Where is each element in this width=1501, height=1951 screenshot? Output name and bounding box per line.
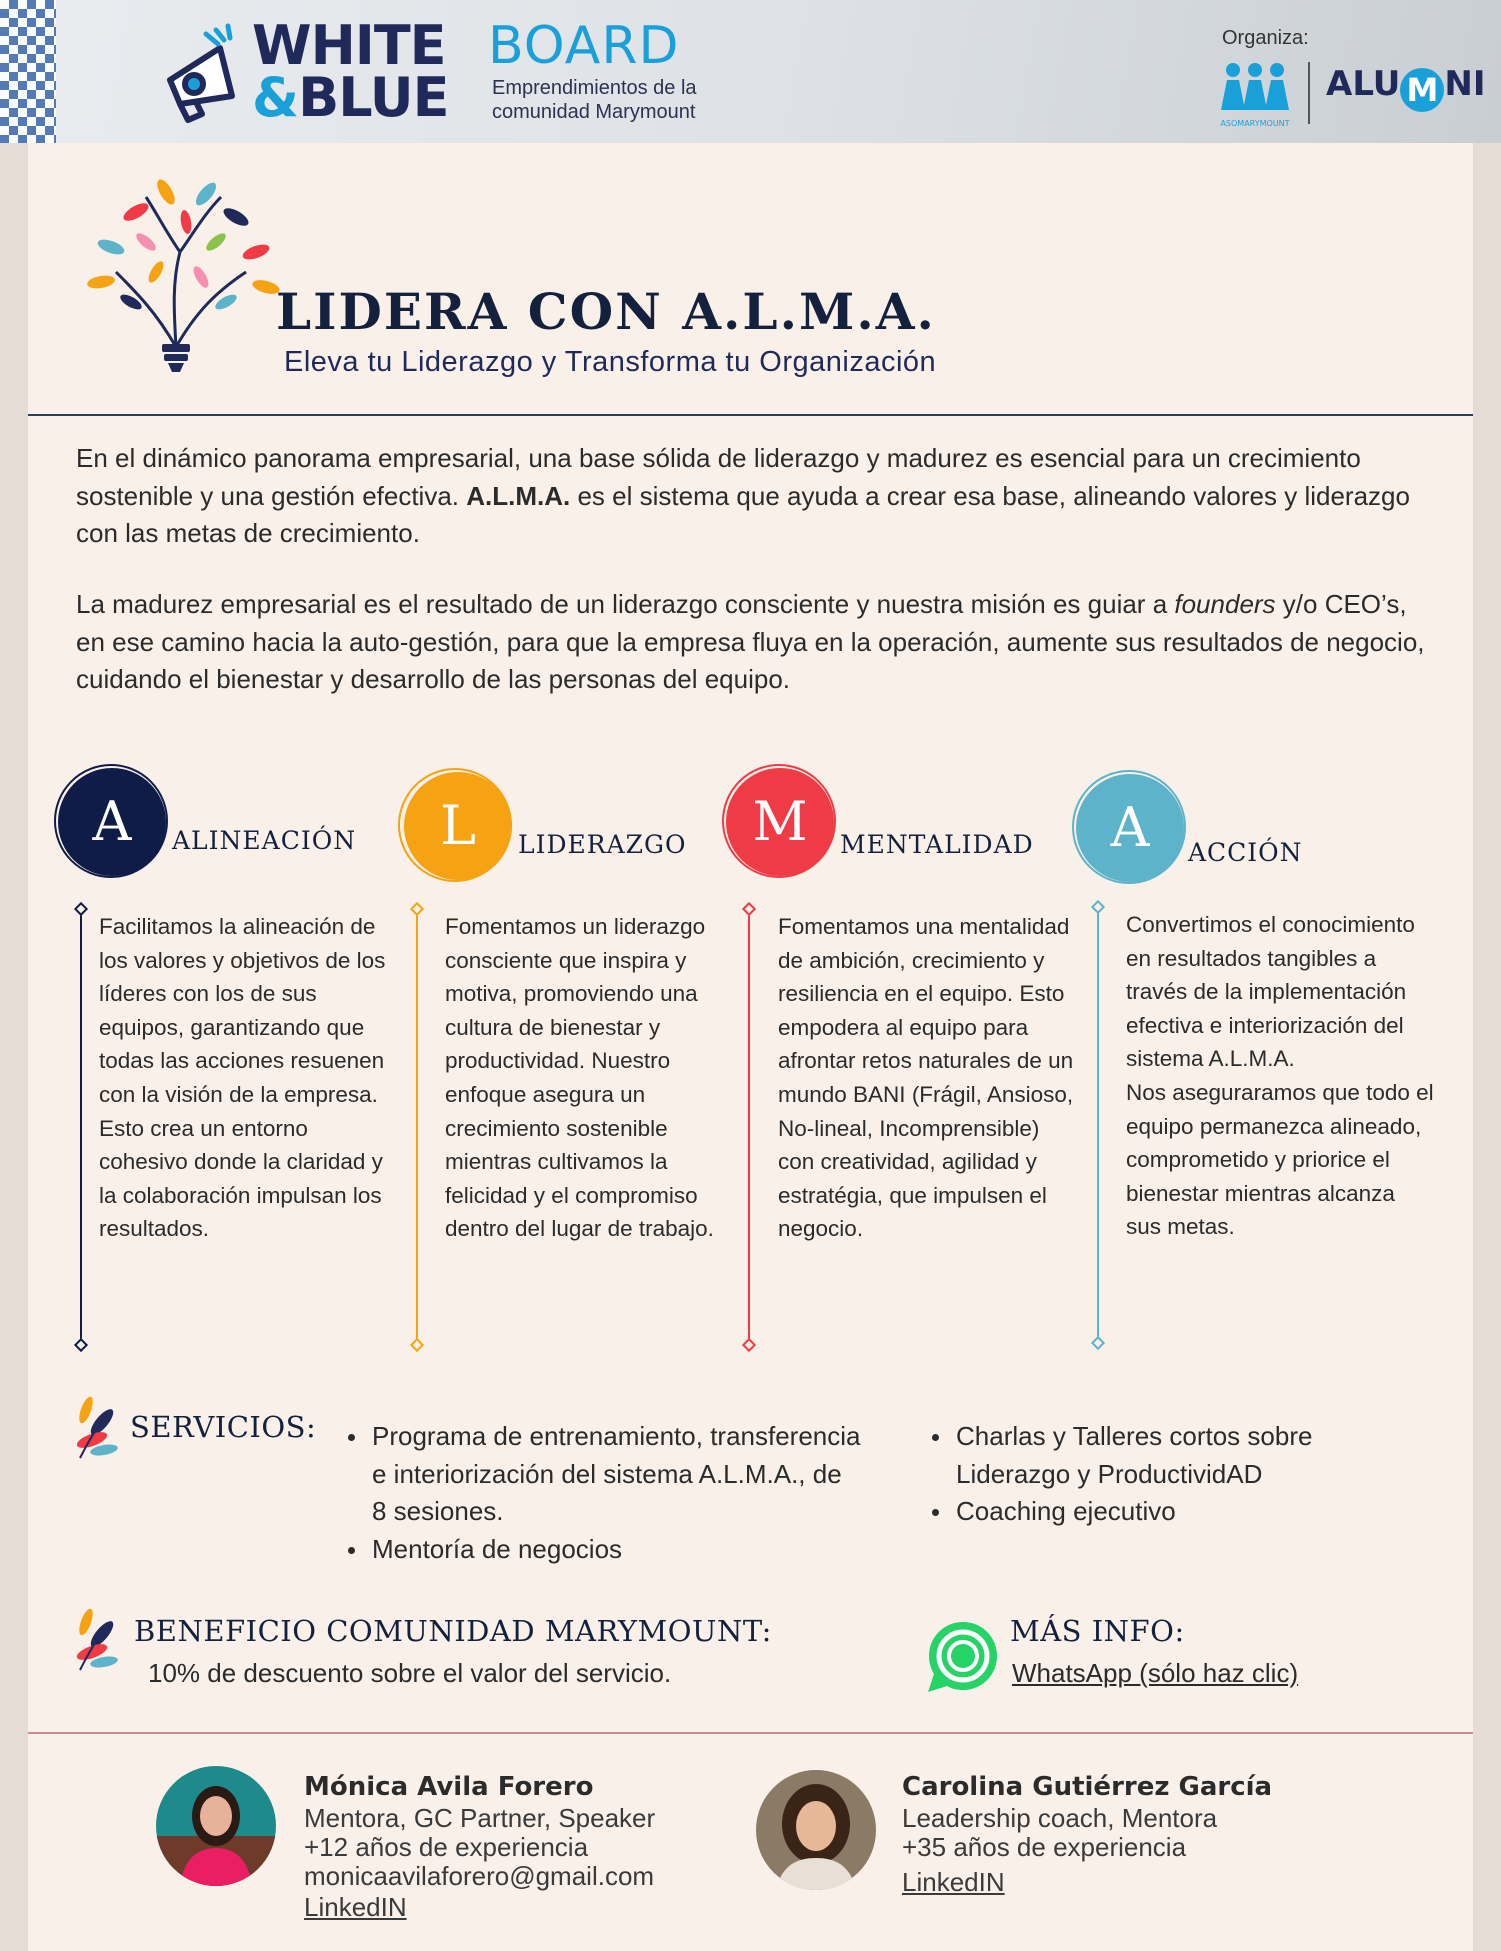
intro-p2-end: y/o CEO’s, en ese camino hacia la auto-gestión, para que la empresa fluya en la operación, aumente sus resultados de negocio, cuidando el bienestar y desarrollo de las personas del equipo. xyxy=(76,589,1425,694)
intro-paragraph-2 xyxy=(76,586,1436,699)
services-leaf-icon xyxy=(74,1392,126,1472)
whatsapp-icon[interactable] xyxy=(924,1618,1002,1696)
pillar-liderazgo-line xyxy=(416,908,418,1346)
megaphone-icon xyxy=(158,18,253,128)
brand-subtitle-line1: Emprendimientos de la xyxy=(492,77,697,99)
linkedin-link[interactable]: LinkedIN xyxy=(304,1892,407,1922)
checker-pattern xyxy=(0,0,56,143)
benefit-leaf-icon xyxy=(74,1604,126,1684)
pillar-alineacion-line xyxy=(80,908,82,1346)
brand-subtitle xyxy=(492,76,697,124)
linkedin-link[interactable]: LinkedIN xyxy=(902,1867,1005,1897)
avatar xyxy=(156,1766,276,1886)
page-subtitle: Eleva tu Liderazgo y Transforma tu Organización xyxy=(284,346,937,378)
list-item: Coaching ejecutivo xyxy=(926,1493,1426,1531)
pillar-accion-text: Convertimos el conocimiento en resultados tangibles a través de la implementación efectiva e interiorización del sistema A.L.M.A. Nos aseguraramos que todo el equipo permanezca alineado, comprometido y priorice el bienestar mientras alcanza sus metas. xyxy=(1126,912,1434,1240)
pillar-mentalidad-badge: M xyxy=(726,768,834,876)
person-name: Carolina Gutiérrez García xyxy=(902,1772,1273,1802)
header-banner xyxy=(0,0,1501,143)
person-name: Mónica Avila Forero xyxy=(304,1772,594,1802)
services-heading: SERVICIOS: xyxy=(130,1410,317,1444)
whatsapp-link[interactable]: WhatsApp (sólo haz clic) xyxy=(1012,1658,1299,1688)
avatar xyxy=(756,1770,876,1890)
brand-white-text: WHITE xyxy=(252,14,446,77)
benefit-heading: BENEFICIO COMUNIDAD MARYMOUNT: xyxy=(134,1614,772,1648)
page-title: LIDERA CON A.L.M.A. xyxy=(276,282,936,341)
tree-bulb-icon xyxy=(76,172,286,382)
benefit-text: 10% de descuento sobre el valor del servicio. xyxy=(148,1658,672,1688)
intro-p2-start: La madurez empresarial es el resultado de un liderazgo consciente y nuestra misión es guiar a xyxy=(76,589,1175,619)
pillar-alineacion-badge: A xyxy=(58,768,166,876)
intro-p1-bold: A.L.M.A. xyxy=(466,480,571,511)
pillar-accion-line xyxy=(1097,906,1099,1344)
more-info-heading: MÁS INFO: xyxy=(1010,1614,1185,1648)
brand-board-text: BOARD xyxy=(488,16,680,76)
pillar-liderazgo-label: LIDERAZGO xyxy=(518,830,687,859)
pillar-liderazgo-text: Fomentamos un liderazgo consciente que inspira y motiva, promoviendo una cultura de bienestar y productividad. Nuestro enfoque asegura un crecimiento sostenible mientras cultivamos la felicidad y el compromiso dentro del lugar de trabajo. xyxy=(445,914,714,1242)
intro-p2-italic: founders xyxy=(1174,589,1276,619)
logo-divider xyxy=(1308,62,1310,124)
alumni-logo-right: NI xyxy=(1444,64,1486,104)
asomarymount-logo xyxy=(1215,60,1295,130)
pillar-accion-badge: A xyxy=(1076,774,1184,882)
alumni-logo-m: M xyxy=(1400,68,1444,112)
pillar-alineacion-label: ALINEACIÓN xyxy=(172,826,357,855)
intro-paragraph-1 xyxy=(76,440,1436,553)
person-role: Leadership coach, Mentora xyxy=(902,1803,1218,1833)
pillar-accion-label: ACCIÓN xyxy=(1188,838,1303,867)
person-role: Mentora, GC Partner, Speaker xyxy=(304,1803,656,1833)
list-item: Charlas y Talleres cortos sobre Liderazgo y ProductividAD xyxy=(926,1418,1426,1493)
services-list-1 xyxy=(342,1418,862,1568)
pillar-liderazgo-badge: L xyxy=(404,772,512,880)
list-item: Programa de entrenamiento, transferencia e interiorización del sistema A.L.M.A., de 8 sesiones. xyxy=(342,1418,862,1531)
brand-ampersand: & xyxy=(252,66,299,129)
divider-bottom xyxy=(28,1732,1473,1734)
organiza-label: Organiza: xyxy=(1222,27,1309,49)
alumni-logo-left: ALU xyxy=(1326,64,1401,104)
alumni-logo xyxy=(1326,64,1485,112)
pillar-mentalidad-label: MENTALIDAD xyxy=(840,830,1034,859)
divider-top xyxy=(28,414,1473,416)
person-email[interactable]: monicaavilaforero@gmail.com xyxy=(304,1861,655,1891)
brand-blue-line xyxy=(252,66,449,129)
pillar-mentalidad-line xyxy=(748,908,750,1346)
list-item: Mentoría de negocios xyxy=(342,1531,862,1569)
brand-subtitle-line2: comunidad Marymount xyxy=(492,101,696,123)
pillar-alineacion-text: Facilitamos la alineación de los valores y objetivos de los líderes con los de sus equipos, garantizando que todas las acciones resuenen con la visión de la empresa. Esto crea un entorno cohesivo donde la claridad y la colaboración impulsan los resultados. xyxy=(99,914,386,1242)
services-list-2 xyxy=(926,1418,1426,1531)
intro-p1-end: es el sistema que ayuda a crear esa base, alineando valores y liderazgo con las metas de crecimiento. xyxy=(76,480,1410,548)
pillar-mentalidad-text: Fomentamos una mentalidad de ambición, crecimiento y resiliencia en el equipo. Esto empodera al equipo para afrontar retos naturales de un mundo BANI (Frágil, Ansioso, No-lineal, Incomprensible) con creatividad, agilidad y estratégia, que impulsen el negocio. xyxy=(778,914,1074,1242)
person-experience: +35 años de experiencia xyxy=(902,1832,1187,1862)
person-experience: +12 años de experiencia xyxy=(304,1832,589,1862)
brand-blue-text: BLUE xyxy=(298,66,449,129)
aso-logo-text: ASOMARYMOUNT xyxy=(1220,119,1290,128)
intro-p1-start: En el dinámico panorama empresarial, una base sólida de liderazgo y madurez es esencial para un crecimiento sostenible y una gestión efectiva. xyxy=(76,443,1361,511)
